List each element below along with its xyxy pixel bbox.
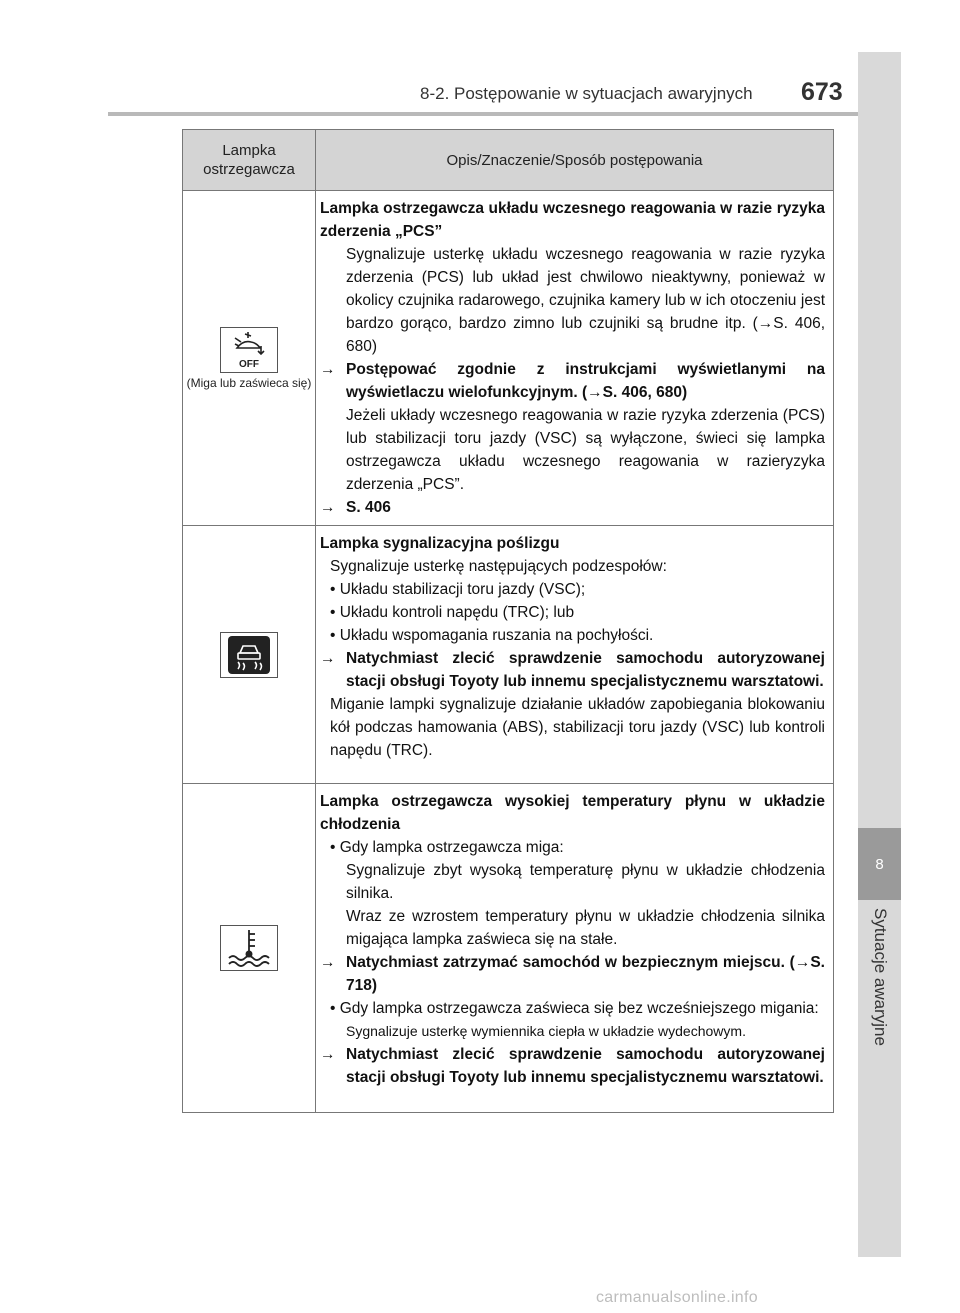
arrow-icon: → [320,650,336,667]
description-text: Jeżeli układy wczesnego reagowania w razie ryzyka zderzenia (PCS) lub stabilizacji toru jazdy (VSC) są wyłączone, świeci się lampka ostrzegawcza układu wczesnego reagowania w razieryzyka zderzenia „PCS”. [346,407,825,493]
description-text: Sygnalizuje usterkę układu wczesnego reagowania w razie ryzyka zderzenia (PCS) lub układ jest chwilowo nieaktywny, ponieważ w okolicy czujnika radarowego, czujnika kamery lub w ich otoczeniu jest bardzo gorąco, bardzo zimno lub czujniki są brudne itp. (→S. 406, 680) [346,246,825,355]
list-item: • Gdy lampka ostrzegawcza miga: [330,839,564,856]
table-row [183,784,834,1113]
table-row [183,191,834,526]
lamp-title: Lampka sygnalizacyjna poślizgu [320,535,560,552]
lamp-cell [183,784,316,1113]
action-text: Postępować zgodnie z instrukcjami wyświetlanymi na wyświetlaczu wielofunkcyjnym. (→S. 406, 680) [346,361,825,401]
pcs-off-icon [220,327,278,373]
description-text: Sygnalizuje usterkę następujących podzespołów: [330,558,667,575]
description-cell [316,784,834,1113]
page-header-title: 8-2. Postępowanie w sytuacjach awaryjnych [420,84,753,103]
action-instruction [320,496,825,519]
action-text: Natychmiast zlecić sprawdzenie samochodu autoryzowanej stacji obsługi Toyoty lub innemu specjalistycznemu warsztatowi. [346,1046,825,1086]
table-header-row [183,130,834,191]
coolant-temperature-icon [220,925,278,971]
list-item: • Układu kontroli napędu (TRC); lub [330,604,575,621]
arrow-icon: → [320,361,336,378]
table-row [183,526,834,784]
description-cell [316,526,834,784]
list-item: • Układu wspomagania ruszania na pochyłości. [330,627,654,644]
lamp-title: Lampka ostrzegawcza wysokiej temperatury płynu w układzie chłodzenia [320,793,825,833]
list-item: • Układu stabilizacji toru jazdy (VSC); [330,581,586,598]
action-text: Natychmiast zlecić sprawdzenie samochodu autoryzowanej stacji obsługi Toyoty lub innemu specjalistycznemu warsztatowi. [346,650,825,690]
lamp-cell [183,526,316,784]
header-divider [108,112,858,116]
watermark: carmanualsonline.info [596,1289,758,1306]
slip-indicator-icon [220,632,278,678]
chapter-side-strip [858,52,901,1257]
description-cell [316,191,834,526]
list-item: • Gdy lampka ostrzegawcza zaświeca się bez wcześniejszego migania: [330,1000,819,1017]
action-text: S. 406 [346,499,391,516]
arrow-icon: → [320,954,336,971]
warning-lamp-table [182,129,834,1113]
lamp-cell [183,191,316,526]
column-header-lamp: Lampka ostrzegawcza [183,130,316,191]
svg-text:OFF: OFF [239,358,259,370]
action-instruction [320,647,825,693]
column-header-description: Opis/Znaczenie/Sposób postępowania [316,130,834,191]
action-instruction [320,358,825,404]
chapter-title: Sytuacje awaryjne [871,908,890,1046]
arrow-icon: → [320,1046,336,1063]
arrow-icon: → [320,499,336,516]
description-text: Miganie lampki sygnalizuje działanie układów zapobiegania blokowaniu kół podczas hamowania (ABS), stabilizacji toru jazdy (VSC) lub kontroli napędu (TRC). [330,696,825,759]
action-text: Natychmiast zatrzymać samochód w bezpiecznym miejscu. (→S. 718) [346,954,825,994]
description-text: Wraz ze wzrostem temperatury płynu w układzie chłodzenia silnika migająca lampka zaświeca się na stałe. [346,908,825,948]
action-instruction [320,1043,825,1089]
page-number: 673 [801,78,843,106]
chapter-number-tab: 8 [858,828,901,900]
lamp-caption: (Miga lub zaświeca się) [186,375,312,390]
description-text: Sygnalizuje zbyt wysoką temperaturę płynu w układzie chłodzenia silnika. [346,862,825,902]
description-text: Sygnalizuje usterkę wymiennika ciepła w układzie wydechowym. [346,1023,746,1039]
action-instruction [320,951,825,997]
lamp-title: Lampka ostrzegawcza układu wczesnego reagowania w razie ryzyka zderzenia „PCS” [320,200,825,240]
